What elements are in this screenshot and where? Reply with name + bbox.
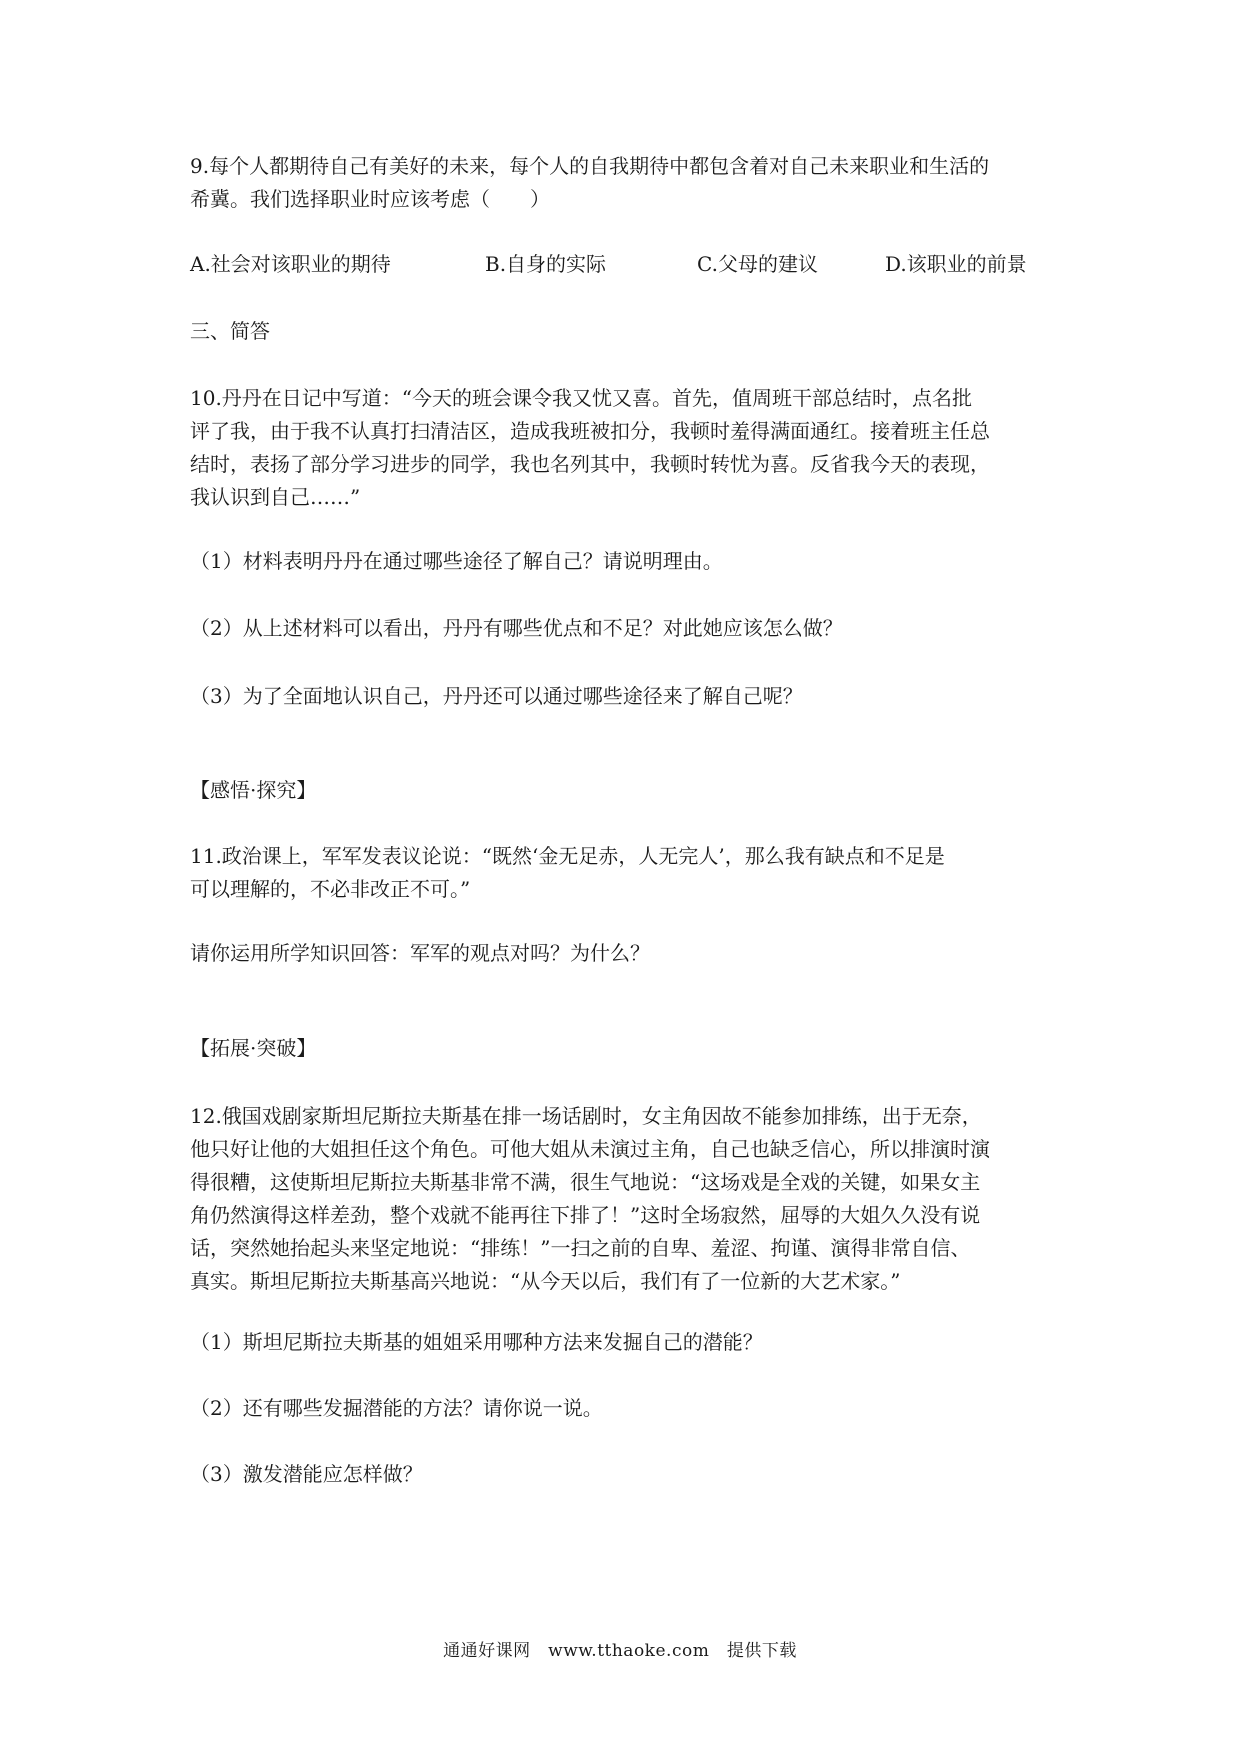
question-10-line-3: 结时，表扬了部分学习进步的同学，我也名列其中，我顿时转忧为喜。反省我今天的表现， <box>190 452 990 476</box>
question-12-sub-2 <box>190 1392 1060 1425</box>
question-12-line-5: 话，突然她抬起头来坚定地说：“排练！”一扫之前的自卑、羞涩、拘谨、演得非常自信、 <box>190 1236 971 1260</box>
question-11-ask <box>190 937 1060 970</box>
question-9-options <box>190 248 1090 281</box>
option-b: B.自身的实际 <box>485 252 607 276</box>
question-10-sub-1-text: （1）材料表明丹丹在通过哪些途径了解自己？请说明理由。 <box>190 549 723 573</box>
question-12-line-1: 12.俄国戏剧家斯坦尼斯拉夫斯基在排一场话剧时，女主角因故不能参加排练，出于无奈， <box>190 1104 982 1128</box>
option-c: C.父母的建议 <box>697 252 818 276</box>
question-9 <box>190 150 1060 216</box>
question-12-sub-3 <box>190 1458 1060 1491</box>
section-ganwu-text: 【感悟·探究】 <box>190 778 317 802</box>
question-12-sub-1-text: （1）斯坦尼斯拉夫斯基的姐姐采用哪种方法来发掘自己的潜能？ <box>190 1330 763 1354</box>
question-12-line-2: 他只好让他的大姐担任这个角色。可他大姐从未演过主角，自己也缺乏信心，所以排演时演 <box>190 1137 990 1161</box>
question-10-sub-1 <box>190 545 1060 578</box>
question-11-line-1: 11.政治课上，军军发表议论说：“既然‘金无足赤，人无完人’，那么我有缺点和不足是 <box>190 844 945 868</box>
question-10 <box>190 382 1060 514</box>
question-10-line-1: 10.丹丹在日记中写道：“今天的班会课令我又忧又喜。首先，值周班干部总结时，点名批 <box>190 386 973 410</box>
question-12-sub-3-text: （3）激发潜能应怎样做？ <box>190 1462 423 1486</box>
question-11-line-2: 可以理解的，不必非改正不可。” <box>190 877 471 901</box>
question-9-line-1: 9.每个人都期待自己有美好的未来，每个人的自我期待中都包含着对自己未来职业和生活的 <box>190 154 990 178</box>
question-12-line-3: 得很糟，这使斯坦尼斯拉夫斯基非常不满，很生气地说：“这场戏是全戏的关键，如果女主 <box>190 1170 981 1194</box>
option-a: A.社会对该职业的期待 <box>190 252 391 276</box>
question-10-sub-3 <box>190 680 1060 713</box>
question-10-sub-2 <box>190 612 1060 645</box>
question-12-line-6: 真实。斯坦尼斯拉夫斯基高兴地说：“从今天以后，我们有了一位新的大艺术家。” <box>190 1269 901 1293</box>
page-footer: 通通好课网 www.tthaoke.com 提供下载 <box>443 1641 797 1661</box>
question-11-ask-text: 请你运用所学知识回答：军军的观点对吗？为什么？ <box>190 941 650 965</box>
question-9-line-2: 希冀。我们选择职业时应该考虑（ ） <box>190 187 550 211</box>
question-10-line-4: 我认识到自己……” <box>190 485 361 509</box>
section-tuozhan-text: 【拓展·突破】 <box>190 1036 317 1060</box>
question-12-sub-1 <box>190 1326 1060 1359</box>
question-10-sub-2-text: （2）从上述材料可以看出，丹丹有哪些优点和不足？对此她应该怎么做？ <box>190 616 843 640</box>
question-12 <box>190 1100 1060 1298</box>
question-12-sub-2-text: （2）还有哪些发掘潜能的方法？请你说一说。 <box>190 1396 603 1420</box>
section-tuozhan-title <box>190 1032 1060 1065</box>
question-10-sub-3-text: （3）为了全面地认识自己，丹丹还可以通过哪些途径来了解自己呢？ <box>190 684 803 708</box>
section-ganwu-title <box>190 774 1060 807</box>
question-11 <box>190 840 1060 906</box>
section-short-answer-title <box>190 315 1060 348</box>
section-short-answer-text: 三、简答 <box>190 319 270 343</box>
question-12-line-4: 角仍然演得这样差劲，整个戏就不能再往下排了！”这时全场寂然，屈辱的大姐久久没有说 <box>190 1203 981 1227</box>
option-d: D.该职业的前景 <box>885 252 1027 276</box>
question-10-line-2: 评了我，由于我不认真打扫清洁区，造成我班被扣分，我顿时羞得满面通红。接着班主任总 <box>190 419 990 443</box>
